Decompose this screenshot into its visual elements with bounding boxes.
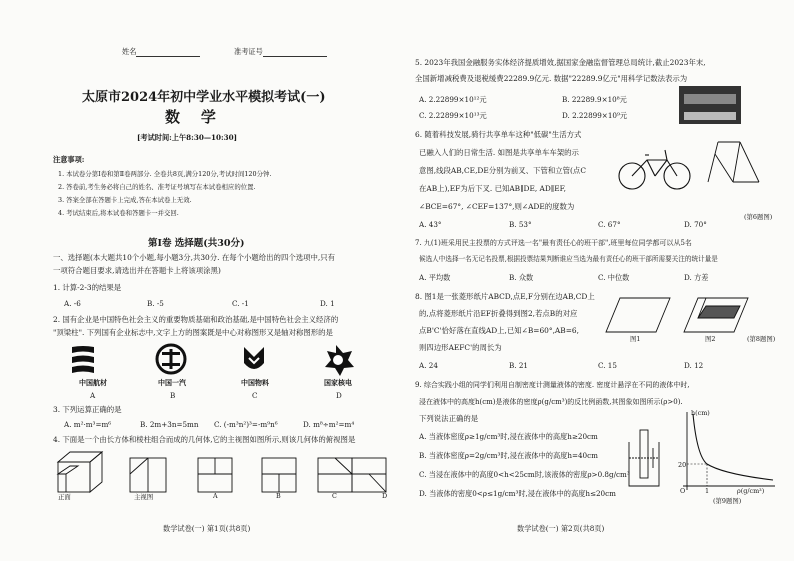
q8-stem-line-2: 的,点将菱形纸片沿EF折叠得到图2,若点B的对应 xyxy=(419,309,578,318)
q6-stem-line-3: 意图,线段AB,CE,DE分别为前叉、下管和立管(点C xyxy=(419,166,586,175)
ticket-field xyxy=(234,47,327,57)
q5-option-a: A. 2.22899×10¹²元 xyxy=(419,95,487,104)
q9-origin: O xyxy=(680,487,686,495)
logo-d-label: 国家核电 xyxy=(324,378,352,387)
q4-figures xyxy=(50,448,390,500)
q6-option-c: C. 67° xyxy=(598,220,621,229)
name-blank xyxy=(136,48,200,57)
q4-label-c: C xyxy=(332,492,337,500)
q4-label-b: B xyxy=(276,492,281,500)
q1-option-a: A. -6 xyxy=(64,299,81,308)
q4-solid xyxy=(58,452,102,492)
q1-option-d: D. 1 xyxy=(320,299,335,308)
logo-c-graphic xyxy=(244,347,264,369)
q5-stem-line-2: 全国新增减税费及退税缓费22289.9亿元. 数据"22289.9亿元"用科学记数法表示为 xyxy=(415,74,688,83)
q6-stem-line-4: 在AB上),EF为后下叉. 已知AB∥DE, AD∥EF, xyxy=(419,184,566,193)
q4-label-a: A xyxy=(213,492,218,500)
q7-option-c: C. 中位数 xyxy=(598,273,630,282)
folded-region xyxy=(698,306,740,318)
q1-stem: 1. 计算-2-3的结果是 xyxy=(53,283,122,292)
instructions-line-2: 一项符合题目要求,请选出并在答题卡上将该项涂黑) xyxy=(53,266,221,275)
q8-option-b: B. 21 xyxy=(509,361,528,370)
q4-option-c-figure xyxy=(318,458,352,492)
q9-stem-line-3: 下列说法正确的是 xyxy=(419,414,479,423)
q5-stem-line-1: 5. 2023年我国金融服务实体经济提质增效,据国家金融监督管理总局统计,截止2023年末, xyxy=(415,58,706,67)
q2-option-a: A xyxy=(90,391,96,400)
q5-option-c: C. 2.22899×10¹³元 xyxy=(419,111,487,120)
q9-stem-line-2: 浸在液体中的高度h(cm)是液体的密度ρ(g/cm³)的反比例函数,其图象如图所示(ρ>0). xyxy=(419,398,683,406)
rhombus-fig1 xyxy=(606,298,670,332)
q8-option-c: C. 15 xyxy=(598,361,617,370)
hydrometer-drawing xyxy=(629,430,659,486)
q5-option-d: D. 2.22899×10⁹元 xyxy=(562,111,628,120)
exam-title: 太原市2024年初中学业水平模拟考试(一) xyxy=(82,90,326,105)
q4-option-a-figure xyxy=(198,458,232,492)
q9-option-b: B. 当液体密度ρ=2g/cm³时,浸在液体中的高度h=40cm xyxy=(419,451,598,460)
q9-tick-1: 1 xyxy=(705,487,710,495)
q9-caption: (第9题图) xyxy=(713,497,742,505)
q9-figure xyxy=(625,408,785,494)
frame-diagram xyxy=(708,142,759,182)
q3-option-c: C. (-m³n²)³=-m⁹n⁶ xyxy=(214,420,278,429)
inverse-graph xyxy=(683,412,775,490)
q7-option-b: B. 众数 xyxy=(509,273,534,282)
exam-page-2 xyxy=(397,0,794,561)
section-title: 第Ⅰ卷 选择题(共30分) xyxy=(148,238,245,249)
q8-stem-line-3: 点B'C'恰好落在直线AD上,已知∠B=60°,AB=6, xyxy=(419,326,579,335)
q9-stem-line-1: 9. 综合实践小组的同学们利用自制密度计测量液体的密度. 密度计悬浮在不同的液体中时, xyxy=(415,381,690,389)
note-4: 4. 考试结束后,将本试卷和答题卡一并交回. xyxy=(58,209,179,217)
q3-option-d: D. m⁸÷m²=m⁴ xyxy=(303,420,355,429)
q8-caption: (第8题图) xyxy=(747,335,776,343)
q9-option-d: D. 当液体的密度0<ρ≤1g/cm³时,浸在液体中的高度h≤20cm xyxy=(419,489,616,498)
q8-stem-line-1: 8. 图1是一张菱形纸片ABCD,点E,F分别在边AB,CD上 xyxy=(415,292,595,301)
q2-option-d: D xyxy=(336,391,342,400)
q1-option-c: C. -1 xyxy=(232,299,249,308)
q1-option-b: B. -5 xyxy=(147,299,164,308)
q6-option-a: A. 43° xyxy=(419,220,442,229)
q6-option-b: B. 53° xyxy=(509,220,532,229)
q2-stem-line-1: 2. 国有企业是中国特色社会主义的重要物质基础和政治基础,是中国特色社会主义经济的 xyxy=(53,315,339,324)
ticket-label: 准考证号 xyxy=(234,47,263,56)
q8-option-d: D. 12 xyxy=(684,361,704,370)
logo-c-label: 中国物料 xyxy=(241,378,269,387)
q7-stem-line-1: 7. 九(1)班采用民主投票的方式评选一名"最有责任心的班干部",班里每位同学都可以从5名 xyxy=(415,239,692,247)
name-label: 姓名 xyxy=(122,47,137,56)
q4-option-b-figure xyxy=(262,458,296,492)
q2-stem-line-2: "顶梁柱". 下列国有企业标志中,文字上方的图案既是中心对称图形又是轴对称图形的是 xyxy=(53,328,333,337)
logo-a-graphic xyxy=(72,346,94,373)
q2-option-b: B xyxy=(170,391,176,400)
q9-option-c: C. 当浸在液体中的高度0<h<25cm时,该液体的密度ρ>0.8g/cm³ xyxy=(419,470,630,479)
page-1-footer: 数学试卷(一) 第1页(共8页) xyxy=(163,524,251,533)
q4-option-d-figure xyxy=(352,458,386,492)
ticket-blank xyxy=(263,48,327,57)
q3-stem: 3. 下列运算正确的是 xyxy=(53,405,122,414)
q6-stem-line-1: 6. 随着科技发展,骑行共享单车这种"低碳"生活方式 xyxy=(415,130,582,139)
q9-y-axis-label: h(cm) xyxy=(691,409,710,417)
q4-label-front: 正面 xyxy=(58,493,71,501)
q9-x-axis-label: ρ(g/cm³) xyxy=(737,487,765,495)
page-2-footer: 数学试卷(一) 第2页(共8页) xyxy=(517,524,605,533)
q2-option-c: C xyxy=(252,391,258,400)
logo-d-graphic xyxy=(325,345,354,376)
instructions-line-1: 一、选择题(本大题共10个小题,每小题3分,共30分. 在每个小题给出的四个选项中,只有 xyxy=(53,253,336,262)
q7-option-a: A. 平均数 xyxy=(419,273,451,282)
q3-option-a: A. m²·m³=m⁶ xyxy=(64,420,112,429)
notes-title: 注意事项: xyxy=(53,155,85,164)
q8-fig2-label: 图2 xyxy=(705,335,716,343)
q9-option-a: A. 当液体密度ρ≥1g/cm³时,浸在液体中的高度h≥20cm xyxy=(419,432,598,441)
q8-fig1-label: 图1 xyxy=(630,335,641,343)
q4-front-view xyxy=(130,458,166,492)
note-1: 1. 本试卷分第Ⅰ卷和第Ⅱ卷两部分. 全卷共8页,满分120分,考试时间120分钟. xyxy=(58,170,272,178)
note-3: 3. 答案全部在答题卡上完成,答在本试卷上无效. xyxy=(58,196,192,204)
logo-b-graphic xyxy=(157,345,185,373)
subject-title: 数 学 xyxy=(165,108,216,126)
q4-label-d: D xyxy=(382,492,388,500)
exam-time: [考试时间:上午8:30—10:30] xyxy=(137,133,238,142)
logo-a-label: 中国航材 xyxy=(79,378,107,387)
q9-tick-20: 20 xyxy=(678,461,687,469)
logo-b-label: 中国一汽 xyxy=(158,378,186,387)
q6-caption: (第6题图) xyxy=(744,213,773,221)
note-2: 2. 答卷前,考生务必将自己的姓名、准考证号填写在本试卷相应的位置. xyxy=(58,183,256,191)
q7-option-d: D. 方差 xyxy=(684,273,709,282)
q5-option-b: B. 22289.9×10⁸元 xyxy=(562,95,627,104)
q5-poster-image xyxy=(679,86,741,124)
q7-stem-line-2: 候选人中选择一名无记名投票,根据投票结果判断谁应当选为最有责任心的班干部所需要关注的统计量是 xyxy=(419,255,718,263)
bicycle-drawing xyxy=(619,150,690,189)
q6-stem-line-5: ∠BCE=67°, ∠CEF=137°,则∠ADE的度数为 xyxy=(419,202,575,211)
q8-option-a: A. 24 xyxy=(419,361,438,370)
q6-figure xyxy=(615,138,775,208)
q8-stem-line-4: 则四边形AEFC'的周长为 xyxy=(419,343,502,352)
q4-label-front-view: 主视图 xyxy=(134,493,154,501)
q6-option-d: D. 70° xyxy=(684,220,707,229)
q6-stem-line-2: 已融入人们的日常生活. 如图是共享单车车架的示 xyxy=(419,148,579,157)
q3-option-b: B. 2m+3n=5mn xyxy=(140,420,199,429)
q4-stem: 4. 下面是一个由长方体和棱柱组合而成的几何体,它的主视图如图所示,则该几何体的俯视图是 xyxy=(53,435,356,444)
name-field xyxy=(122,47,200,57)
